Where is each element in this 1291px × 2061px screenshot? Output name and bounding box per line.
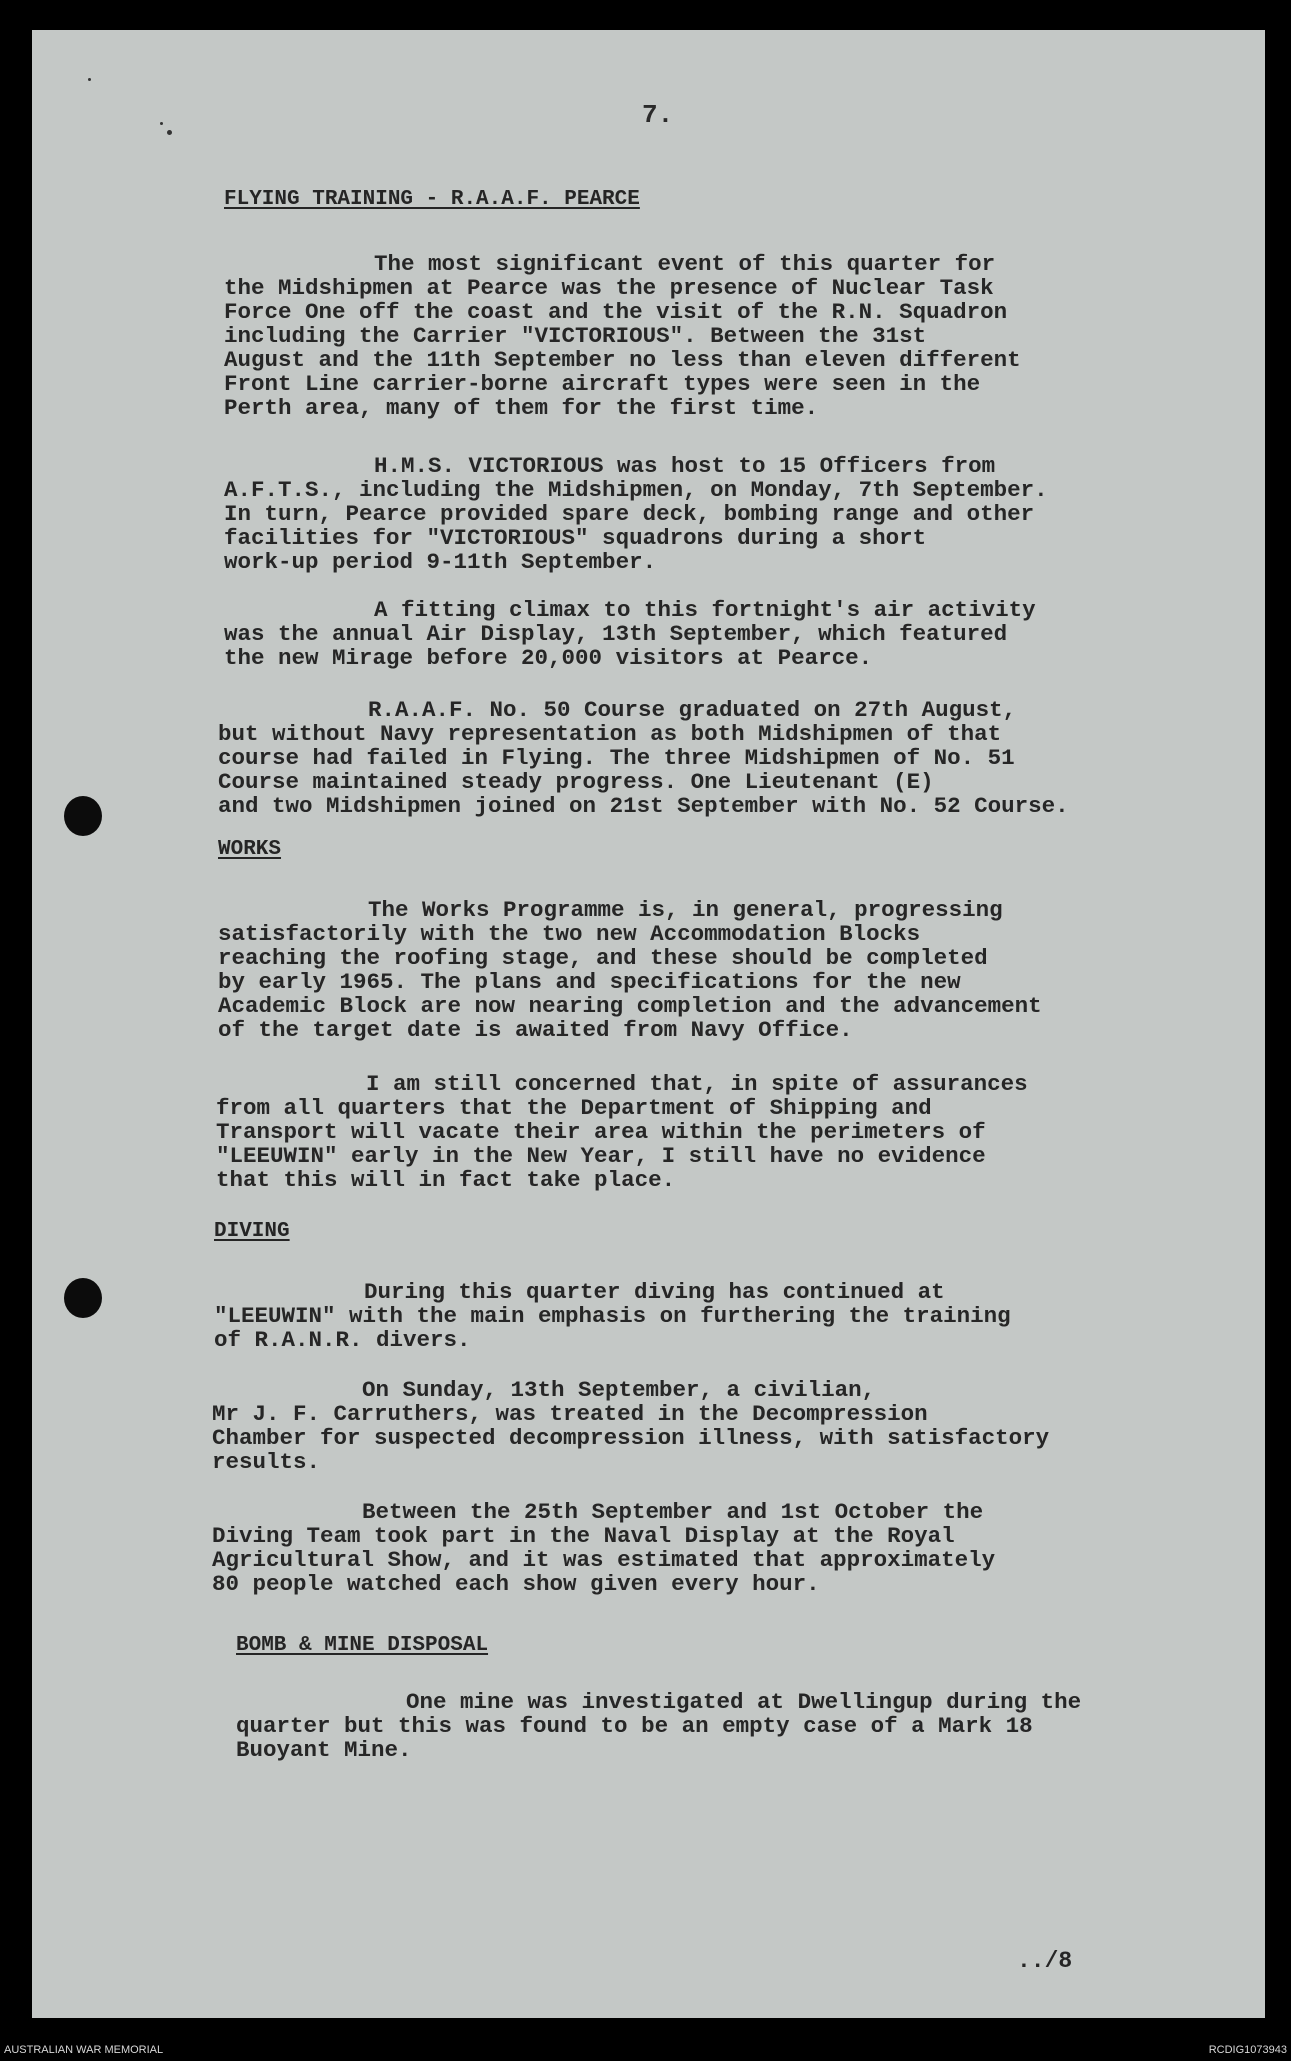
paragraph (216, 1072, 1028, 1192)
paragraph (218, 898, 1042, 1042)
text-line: course had failed in Flying. The three Midshipmen of No. 51 (218, 745, 1015, 771)
text-line: On Sunday, 13th September, a civilian, (362, 1377, 876, 1403)
text-line: Force One off the coast and the visit of the R.N. Squadron (224, 299, 1008, 325)
text-line: Academic Block are now nearing completion and the advancement (218, 993, 1042, 1019)
section-heading-diving: DIVING (214, 1220, 290, 1243)
punch-hole (64, 1278, 102, 1318)
text-line: but without Navy representation as both Midshipmen of that (218, 721, 1002, 747)
text-line: August and the 11th September no less than eleven different (224, 347, 1021, 373)
text-line: The most significant event of this quarter for (374, 251, 996, 277)
text-line: the Midshipmen at Pearce was the presence of Nuclear Task (224, 275, 994, 301)
text-line: A fitting climax to this fortnight's air activity (374, 597, 1036, 623)
paper-speck (167, 130, 172, 135)
text-line: Front Line carrier-borne aircraft types were seen in the (224, 371, 981, 397)
text-line: I am still concerned that, in spite of assurances (366, 1071, 1028, 1097)
text-line: Mr J. F. Carruthers, was treated in the Decompression (212, 1401, 928, 1427)
text-line: During this quarter diving has continued at (364, 1279, 945, 1305)
text-line: Perth area, many of them for the first time. (224, 395, 819, 421)
paper-speck (160, 122, 163, 125)
text-line: by early 1965. The plans and specifications for the new (218, 969, 961, 995)
page-number: 7. (642, 100, 674, 130)
text-line: One mine was investigated at Dwellingup during the (406, 1689, 1082, 1715)
text-line: Chamber for suspected decompression illness, with satisfactory (212, 1425, 1050, 1451)
text-line: Buoyant Mine. (236, 1737, 412, 1763)
text-line: 80 people watched each show given every hour. (212, 1571, 820, 1597)
document-page (32, 30, 1265, 2018)
section-heading-bomb-mine-disposal: BOMB & MINE DISPOSAL (236, 1634, 489, 1657)
text-line: of R.A.N.R. divers. (214, 1327, 471, 1353)
text-line: quarter but this was found to be an empty case of a Mark 18 (236, 1713, 1033, 1739)
paragraph (212, 1500, 995, 1596)
section-heading-works: WORKS (218, 838, 282, 861)
text-line: and two Midshipmen joined on 21st September with No. 52 Course. (218, 793, 1069, 819)
text-line: The Works Programme is, in general, progressing (368, 897, 1003, 923)
paragraph (212, 1378, 1049, 1474)
paper-speck (88, 78, 91, 81)
text-line: from all quarters that the Department of Shipping and (216, 1095, 932, 1121)
text-line: Diving Team took part in the Naval Display at the Royal (212, 1523, 955, 1549)
text-line: Agricultural Show, and it was estimated that approximately (212, 1547, 996, 1573)
text-line: H.M.S. VICTORIOUS was host to 15 Officers from (374, 453, 996, 479)
text-line: Between the 25th September and 1st October the (362, 1499, 984, 1525)
text-line: In turn, Pearce provided spare deck, bombing range and other (224, 501, 1035, 527)
text-line: the new Mirage before 20,000 visitors at Pearce. (224, 645, 873, 671)
text-line: work-up period 9-11th September. (224, 549, 657, 575)
text-line: was the annual Air Display, 13th September, which featured (224, 621, 1008, 647)
text-line: including the Carrier "VICTORIOUS". Between the 31st (224, 323, 927, 349)
continuation-marker: ../8 (1017, 1948, 1073, 1974)
paragraph (224, 598, 1036, 670)
text-line: "LEEUWIN" early in the New Year, I still have no evidence (216, 1143, 986, 1169)
text-line: Transport will vacate their area within the perimeters of (216, 1119, 986, 1145)
text-line: satisfactorily with the two new Accommodation Blocks (218, 921, 921, 947)
section-heading-flying-training: FLYING TRAINING - R.A.A.F. PEARCE (224, 188, 640, 211)
text-line: facilities for "VICTORIOUS" squadrons during a short (224, 525, 927, 551)
text-line: of the target date is awaited from Navy Office. (218, 1017, 853, 1043)
paragraph (224, 252, 1021, 420)
footer-left: AUSTRALIAN WAR MEMORIAL (4, 2044, 164, 2056)
paragraph (214, 1280, 1011, 1352)
text-line: Course maintained steady progress. One Lieutenant (E) (218, 769, 934, 795)
punch-hole (64, 796, 102, 836)
text-line: results. (212, 1449, 321, 1475)
text-line: "LEEUWIN" with the main emphasis on furthering the training (214, 1303, 1011, 1329)
footer-right: RCDIG1073943 (1208, 2044, 1287, 2056)
text-line: A.F.T.S., including the Midshipmen, on Monday, 7th September. (224, 477, 1048, 503)
text-line: that this will in fact take place. (216, 1167, 676, 1193)
paragraph (236, 1690, 1081, 1762)
text-line: R.A.A.F. No. 50 Course graduated on 27th August, (368, 697, 1017, 723)
paragraph (218, 698, 1069, 818)
text-line: reaching the roofing stage, and these should be completed (218, 945, 988, 971)
paragraph (224, 454, 1048, 574)
